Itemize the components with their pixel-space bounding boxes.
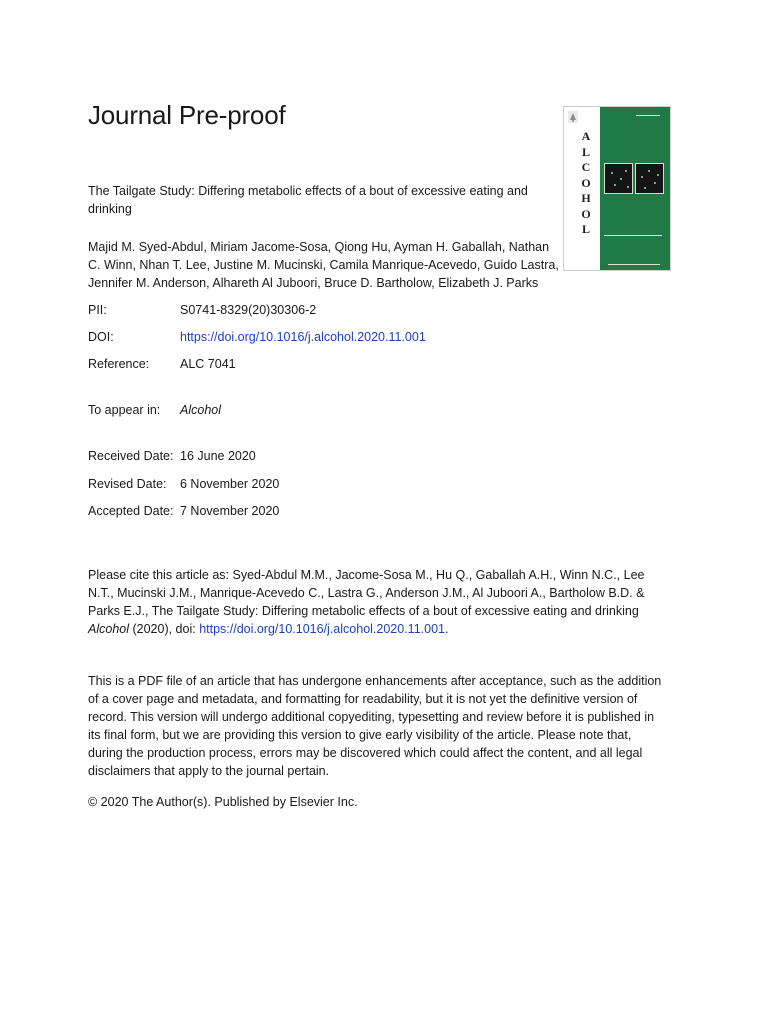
appear-in-label: To appear in: [88,403,161,417]
revised-date-value: 6 November 2020 [180,477,280,491]
reference-value: ALC 7041 [180,357,236,371]
cover-letter: C [581,160,591,174]
pii-label: PII: [88,303,107,317]
article-title: The Tailgate Study: Differing metabolic effects of a bout of excessive eating and drinking [88,184,528,216]
received-date-label: Received Date: [88,449,174,463]
pii-value: S0741-8329(20)30306-2 [180,303,317,317]
cover-letter: O [581,175,591,190]
cover-letter: A [581,129,591,143]
elsevier-logo-icon [568,111,578,123]
citation-paragraph [88,566,668,638]
cover-letter: O [581,206,591,221]
accepted-date-label: Accepted Date: [88,504,174,518]
revised-date-label: Revised Date: [88,477,167,491]
cover-letter: L [581,222,590,236]
citation-text-mid: (2020), doi: [129,622,200,636]
cover-letter: L [581,144,590,159]
pii-row [88,302,316,318]
journal-cover [563,106,671,271]
cover-letter: H [581,191,591,205]
doi-label: DOI: [88,330,114,344]
reference-label: Reference: [88,357,150,371]
received-date-row [88,448,256,464]
revised-date-row [88,476,279,492]
doi-row [88,329,426,345]
cover-fine-print [608,264,660,265]
cover-image-panel [604,163,633,194]
cover-journal-name [578,129,594,238]
citation-text-end: . [444,622,449,636]
reference-row [88,356,236,372]
citation-text: Please cite this article as: Syed-Abdul M.M., Jacome-Sosa M., Hu Q., Gaballah A.H., Winn N.C., Lee N.T., Mucinski J.M., Manrique-Acevedo C., Lastra G., Anderson J.M., Al Juboori A., Bartholow B.D. & Parks E.J., The Tailgate Study: Differing metabolic effects of a bout of excessive eating and drinking [88,568,645,618]
doi-link[interactable]: https://doi.org/10.1016/j.alcohol.2020.11.001 [180,330,426,344]
copyright-line: © 2020 The Author(s). Published by Elsevier Inc. [88,795,358,809]
appear-in-value: Alcohol [180,403,221,417]
accepted-date-row [88,503,279,519]
cover-image-panel [635,163,664,194]
citation-doi-link[interactable]: https://doi.org/10.1016/j.alcohol.2020.11.001 [199,622,445,636]
received-date-value: 16 June 2020 [180,449,256,463]
cover-fine-print [636,115,660,116]
cover-fine-print [604,235,662,236]
author-list: Majid M. Syed-Abdul, Miriam Jacome-Sosa, Qiong Hu, Ayman H. Gaballah, Nathan C. Winn, Nhan T. Lee, Justine M. Mucinski, Camila Manrique-Acevedo, Guido Lastra, Jennifer M. Anderson, Alhareth Al Juboori, Bruce D. Bartholow, Elizabeth J. Parks [88,240,559,290]
citation-journal: Alcohol [88,622,129,636]
page-title: Journal Pre-proof [88,100,286,130]
appear-in-row [88,402,221,418]
accepted-date-value: 7 November 2020 [180,504,280,518]
preproof-notice: This is a PDF file of an article that has undergone enhancements after acceptance, such as the addition of a cover page and metadata, and formatting for readability, but it is not yet the definitive version of record. This version will undergo additional copyediting, typesetting and review before it is published in its final form, but we are providing this version to give early visibility of the article. Please note that, during the production process, errors may be discovered which could affect the content, and all legal disclaimers that apply to the journal pertain. [88,674,662,778]
